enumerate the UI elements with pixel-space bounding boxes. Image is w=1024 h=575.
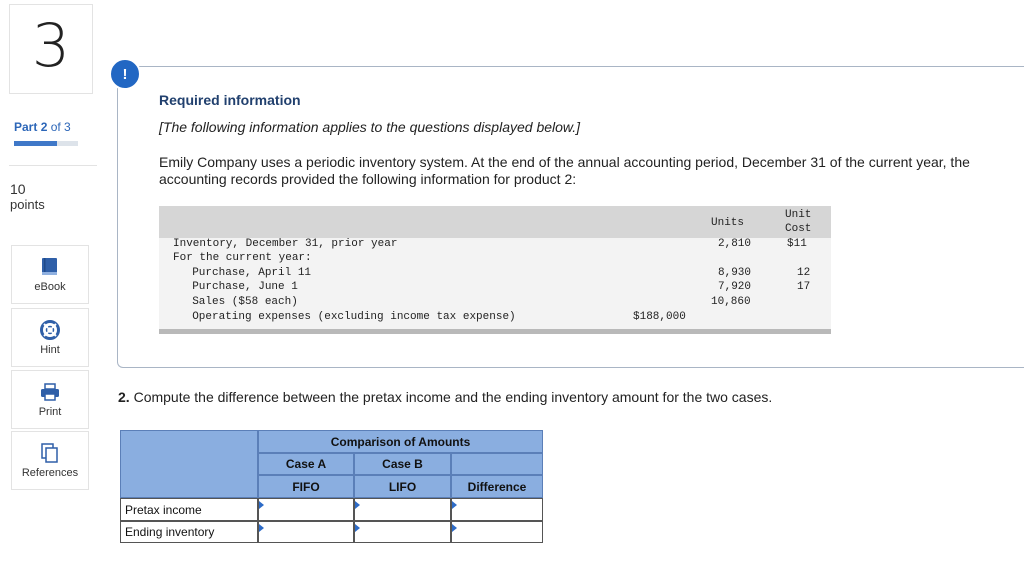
- references-label: References: [21, 467, 79, 479]
- pretax-income-difference-input[interactable]: [451, 498, 543, 521]
- row-cost: 12: [797, 267, 811, 279]
- row-label: Purchase, April 11: [179, 267, 312, 279]
- alert-icon: !: [109, 58, 141, 90]
- lifebuoy-icon: [12, 319, 88, 341]
- part-progress-fill: [14, 141, 57, 146]
- row-cost: 17: [797, 281, 811, 293]
- part-total: of 3: [50, 120, 71, 134]
- printer-icon: [12, 381, 88, 403]
- required-info-text: Emily Company uses a periodic inventory system. At the end of the annual accounting period, December 31 of the current year, the accounting records provided the following information for product 2:: [159, 154, 970, 187]
- difference-header-top: [451, 453, 543, 475]
- question-text: [118, 389, 772, 405]
- question-number-label: 2.: [118, 389, 130, 405]
- pretax-income-lifo-input[interactable]: [354, 498, 451, 521]
- ebook-button[interactable]: [11, 245, 89, 304]
- ending-inventory-fifo-input[interactable]: [258, 521, 354, 543]
- input-marker-icon: [259, 524, 264, 532]
- comparison-header: Comparison of Amounts: [258, 430, 543, 453]
- unit-cost-header-line2: Cost: [785, 223, 812, 235]
- row-amount: $188,000: [633, 311, 686, 323]
- pretax-income-fifo-input[interactable]: [258, 498, 354, 521]
- part-prefix: Part: [14, 120, 38, 134]
- input-marker-icon: [452, 524, 457, 532]
- units-header: Units: [711, 217, 745, 229]
- row-units: 2,810: [718, 238, 752, 250]
- answer-table-corner: [120, 430, 258, 498]
- points-value: 10: [10, 181, 26, 197]
- part-current: 2: [40, 120, 48, 134]
- row-label-pretax-income: Pretax income: [120, 498, 258, 521]
- fifo-header: FIFO: [258, 475, 354, 498]
- row-label: Sales ($58 each): [179, 296, 298, 308]
- input-marker-icon: [355, 524, 360, 532]
- sidebar-divider: [9, 165, 97, 166]
- ending-inventory-difference-input[interactable]: [451, 521, 543, 543]
- row-label: Purchase, June 1: [179, 281, 298, 293]
- documents-icon: [12, 442, 88, 464]
- input-marker-icon: [259, 501, 264, 509]
- case-b-header: Case B: [354, 453, 451, 475]
- input-marker-icon: [452, 501, 457, 509]
- row-units: 10,860: [711, 296, 751, 308]
- points-indicator: [10, 181, 45, 213]
- row-units: 7,920: [718, 281, 752, 293]
- print-label: Print: [38, 406, 62, 418]
- required-info-title: Required information: [159, 92, 301, 108]
- hint-label: Hint: [40, 344, 60, 356]
- part-indicator: [14, 120, 71, 134]
- row-cost: $11: [787, 238, 807, 250]
- data-table-footer-bar: [159, 329, 831, 334]
- row-units: 8,930: [718, 267, 752, 279]
- inventory-data-table: [159, 206, 831, 334]
- difference-header: Difference: [451, 475, 543, 498]
- question-number-box: [9, 4, 93, 94]
- ending-inventory-lifo-input[interactable]: [354, 521, 451, 543]
- question-number: 3: [31, 11, 71, 81]
- hint-button[interactable]: [11, 308, 89, 367]
- part-progress-bar: [14, 141, 78, 146]
- points-label: points: [10, 197, 45, 212]
- row-label: Inventory, December 31, prior year: [173, 238, 398, 250]
- row-label-ending-inventory: Ending inventory: [120, 521, 258, 543]
- unit-cost-header-line1: Unit: [785, 209, 812, 221]
- row-label: Operating expenses (excluding income tax expense): [179, 311, 516, 323]
- lifo-header: LIFO: [354, 475, 451, 498]
- row-label: For the current year:: [173, 252, 312, 264]
- book-icon: [12, 256, 88, 278]
- input-marker-icon: [355, 501, 360, 509]
- case-a-header: Case A: [258, 453, 354, 475]
- ebook-label: eBook: [34, 281, 66, 293]
- references-button[interactable]: [11, 431, 89, 490]
- required-info-subtitle: [The following information applies to the questions displayed below.]: [159, 119, 581, 135]
- print-button[interactable]: [11, 370, 89, 429]
- answer-table: [120, 430, 543, 543]
- question-body: Compute the difference between the pretax income and the ending inventory amount for the two cases.: [133, 389, 773, 405]
